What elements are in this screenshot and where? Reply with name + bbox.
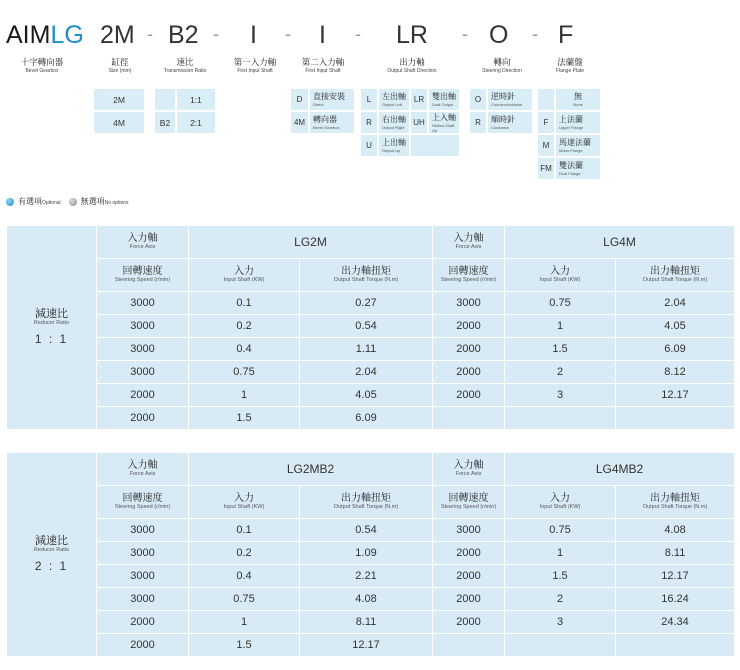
legend-optional: 有選項Optional (18, 197, 61, 206)
option-ratio-2-1: 2:1 (177, 112, 215, 133)
table-cell: 2000 (433, 542, 505, 565)
option-direction-empty (411, 135, 459, 156)
option-flange-f: F (538, 112, 554, 133)
code-dash: - (213, 24, 219, 44)
speed-header: 回轉速度 Steering Speed (r/min) (433, 486, 505, 519)
code-prefix (6, 20, 84, 50)
option-flange-m: M (538, 135, 554, 156)
table-cell: 3 (505, 611, 616, 634)
table-cell: 0.1 (189, 292, 300, 315)
caption-size: 缸徑 Size (mm) (108, 57, 132, 74)
option-ratio-code-b2: B2 (155, 112, 175, 133)
model-name: LG4MB2 (505, 453, 735, 486)
force-axis-header: 入力軸 Force Axis (433, 226, 505, 259)
table-cell: 24.34 (616, 611, 735, 634)
code-direction: LR (396, 21, 428, 49)
table-cell: 0.1 (189, 519, 300, 542)
table-row (7, 588, 735, 611)
table-cell: 2000 (97, 407, 189, 430)
input-header: 入力 Input Shaft (KW) (505, 486, 616, 519)
table-cell: 3 (505, 384, 616, 407)
table-cell: 0.75 (505, 292, 616, 315)
table-cell: 1 (189, 384, 300, 407)
option-direction-dual: 雙出軸 Dual Output (429, 89, 459, 110)
option-flange-fm: FM (538, 158, 554, 179)
table-cell: 1.5 (505, 338, 616, 361)
table-cell: 0.4 (189, 338, 300, 361)
option-direction-left: 左出軸 Output Left (379, 89, 409, 110)
table-cell: 12.17 (616, 384, 735, 407)
table-cell: 3000 (97, 565, 189, 588)
table-cell: 2000 (433, 384, 505, 407)
table-cell: 0.75 (189, 361, 300, 384)
speed-header: 回轉速度 Steering Speed (r/min) (97, 259, 189, 292)
model-name: LG4M (505, 226, 735, 259)
option-direction-r: R (361, 112, 377, 133)
table-cell: 1.5 (189, 407, 300, 430)
table-cell: 16.24 (616, 588, 735, 611)
table-cell: 3000 (97, 292, 189, 315)
caption-gearbox: 十字轉向器 Bevel Gearbox (20, 57, 64, 74)
table-cell (616, 634, 735, 657)
option-steering-cw: 順時針 Clockwise (488, 112, 532, 133)
option-steering-o: O (470, 89, 486, 110)
optional-dot-icon (6, 198, 14, 206)
option-second-4m: 4M (291, 112, 308, 133)
table-cell: 2.04 (616, 292, 735, 315)
table-row (7, 407, 735, 430)
option-direction-lr: LR (411, 89, 427, 110)
option-ratio-code (155, 89, 175, 110)
table-cell: 0.27 (300, 292, 433, 315)
table-cell: 2.21 (300, 565, 433, 588)
table-cell: 0.2 (189, 315, 300, 338)
table-cell: 3000 (433, 519, 505, 542)
table-cell: 1.5 (505, 565, 616, 588)
table-cell: 0.4 (189, 565, 300, 588)
caption-direction: 出力軸 Output Shaft Direction (387, 57, 437, 74)
table-cell (433, 634, 505, 657)
option-second-gearbox: 轉向器 Bevel Gearbox (310, 112, 354, 133)
table-cell: 4.05 (300, 384, 433, 407)
table-cell: 2 (505, 588, 616, 611)
code-input: I (250, 21, 257, 49)
option-flange-upper: 上法蘭 Upper Flange (556, 112, 600, 133)
model-code-row (0, 0, 740, 60)
option-direction-l: L (361, 89, 377, 110)
model-name: LG2MB2 (189, 453, 433, 486)
code-dash: - (285, 24, 291, 44)
table-cell: 2000 (433, 338, 505, 361)
code-prefix-aim: AIM (6, 21, 51, 49)
table-row (7, 338, 735, 361)
table-cell: 8.11 (616, 542, 735, 565)
code-dash: - (355, 24, 361, 44)
table-cell: 3000 (97, 542, 189, 565)
option-direction-up: 上出軸 Output Up (379, 135, 409, 156)
table-row (7, 315, 735, 338)
table-cell: 0.54 (300, 519, 433, 542)
code-steering: O (489, 21, 509, 49)
option-size-4m: 4M (94, 112, 144, 133)
option-second-d: D (291, 89, 308, 110)
force-axis-header: 入力軸 Force Axis (97, 226, 189, 259)
table-cell: 3000 (97, 338, 189, 361)
table-row (7, 542, 735, 565)
option-direction-u: U (361, 135, 377, 156)
code-dash: - (147, 24, 153, 44)
torque-header: 出力軸扭矩 Output Shaft Torque (N.m) (300, 486, 433, 519)
reducer-ratio-cell: 減速比 Reducer Ratio 2 : 1 (7, 453, 97, 657)
table-cell: 2 (505, 361, 616, 384)
torque-header: 出力軸扭矩 Output Shaft Torque (N.m) (616, 259, 735, 292)
table-cell: 4.08 (616, 519, 735, 542)
code-dash: - (462, 24, 468, 44)
speed-header: 回轉速度 Steering Speed (r/min) (97, 486, 189, 519)
table-cell (616, 407, 735, 430)
table-row (7, 519, 735, 542)
table-cell: 2000 (433, 588, 505, 611)
code-flange: F (558, 21, 574, 49)
table-row (7, 292, 735, 315)
caption-input: 第一入力軸 First Input Shaft (233, 57, 277, 74)
force-axis-header: 入力軸 Force Axis (97, 453, 189, 486)
table-row (7, 384, 735, 407)
input-header: 入力 Input Shaft (KW) (189, 259, 300, 292)
table-cell: 1.11 (300, 338, 433, 361)
table-cell: 6.09 (300, 407, 433, 430)
table-cell: 4.08 (300, 588, 433, 611)
table-cell: 8.12 (616, 361, 735, 384)
table-cell: 0.75 (189, 588, 300, 611)
table-cell: 2000 (433, 611, 505, 634)
table-row (7, 634, 735, 657)
no-option-dot-icon (69, 198, 77, 206)
table-cell: 2000 (97, 384, 189, 407)
table-cell: 1 (505, 315, 616, 338)
option-direction-right: 右出軸 Output Right (379, 112, 409, 133)
option-second-direct: 直接安裝 Direct (310, 89, 354, 110)
table-cell: 2000 (97, 634, 189, 657)
code-ratio: B2 (168, 21, 199, 49)
spec-table-1 (6, 225, 734, 430)
code-size: 2M (100, 21, 135, 49)
table-cell: 12.17 (616, 565, 735, 588)
table-row (7, 611, 735, 634)
caption-steering: 轉向 Steering Direction (482, 57, 522, 74)
table-cell (433, 407, 505, 430)
option-flange-code-none (538, 89, 554, 110)
table-cell: 12.17 (300, 634, 433, 657)
table-cell: 2000 (433, 315, 505, 338)
option-direction-hollow-up: 上入軸 Hollow Shaft Up (429, 112, 459, 133)
table-cell: 3000 (433, 292, 505, 315)
option-steering-ccw: 逆時針 Counterclockwise (488, 89, 532, 110)
table-cell: 2000 (433, 361, 505, 384)
option-steering-r: R (470, 112, 486, 133)
model-name: LG2M (189, 226, 433, 259)
option-flange-none: 無 None (556, 89, 600, 110)
table-cell: 8.11 (300, 611, 433, 634)
table-cell: 2.04 (300, 361, 433, 384)
option-flange-motor: 馬達法蘭 Motor Flange (556, 135, 600, 156)
legend (6, 196, 129, 207)
table-cell: 1.5 (189, 634, 300, 657)
table-cell: 3000 (97, 315, 189, 338)
option-size-2m: 2M (94, 89, 144, 110)
table-cell: 6.09 (616, 338, 735, 361)
caption-flange: 法蘭盤 Flange Plate (555, 57, 585, 74)
reducer-ratio-cell: 減速比 Reducer Ratio 1 : 1 (7, 226, 97, 430)
table-cell: 3000 (97, 361, 189, 384)
input-header: 入力 Input Shaft (KW) (505, 259, 616, 292)
torque-header: 出力軸扭矩 Output Shaft Torque (N.m) (616, 486, 735, 519)
code-second: I (319, 21, 326, 49)
table-cell: 1.09 (300, 542, 433, 565)
force-axis-header: 入力軸 Force Axis (433, 453, 505, 486)
legend-none: 無選項No options (80, 197, 129, 206)
table-row (7, 565, 735, 588)
table-row (7, 361, 735, 384)
torque-header: 出力軸扭矩 Output Shaft Torque (N.m) (300, 259, 433, 292)
table-cell (505, 407, 616, 430)
code-dash: - (532, 24, 538, 44)
code-series: LG (50, 21, 84, 49)
table-cell: 2000 (433, 565, 505, 588)
table-cell: 0.2 (189, 542, 300, 565)
option-flange-dual: 雙法蘭 Dual Flange (556, 158, 600, 179)
caption-ratio: 速比 Transmission Ratio (163, 57, 207, 74)
table-cell: 1 (505, 542, 616, 565)
table-cell: 2000 (97, 611, 189, 634)
table-cell: 0.54 (300, 315, 433, 338)
speed-header: 回轉速度 Steering Speed (r/min) (433, 259, 505, 292)
table-cell: 0.75 (505, 519, 616, 542)
table-cell: 1 (189, 611, 300, 634)
option-ratio-1-1: 1:1 (177, 89, 215, 110)
option-direction-uh: UH (411, 112, 427, 133)
table-cell (505, 634, 616, 657)
input-header: 入力 Input Shaft (KW) (189, 486, 300, 519)
caption-second: 第二入力軸 First Input Shaft (301, 57, 345, 74)
table-cell: 4.05 (616, 315, 735, 338)
table-cell: 3000 (97, 588, 189, 611)
spec-table-2 (6, 452, 734, 657)
table-cell: 3000 (97, 519, 189, 542)
